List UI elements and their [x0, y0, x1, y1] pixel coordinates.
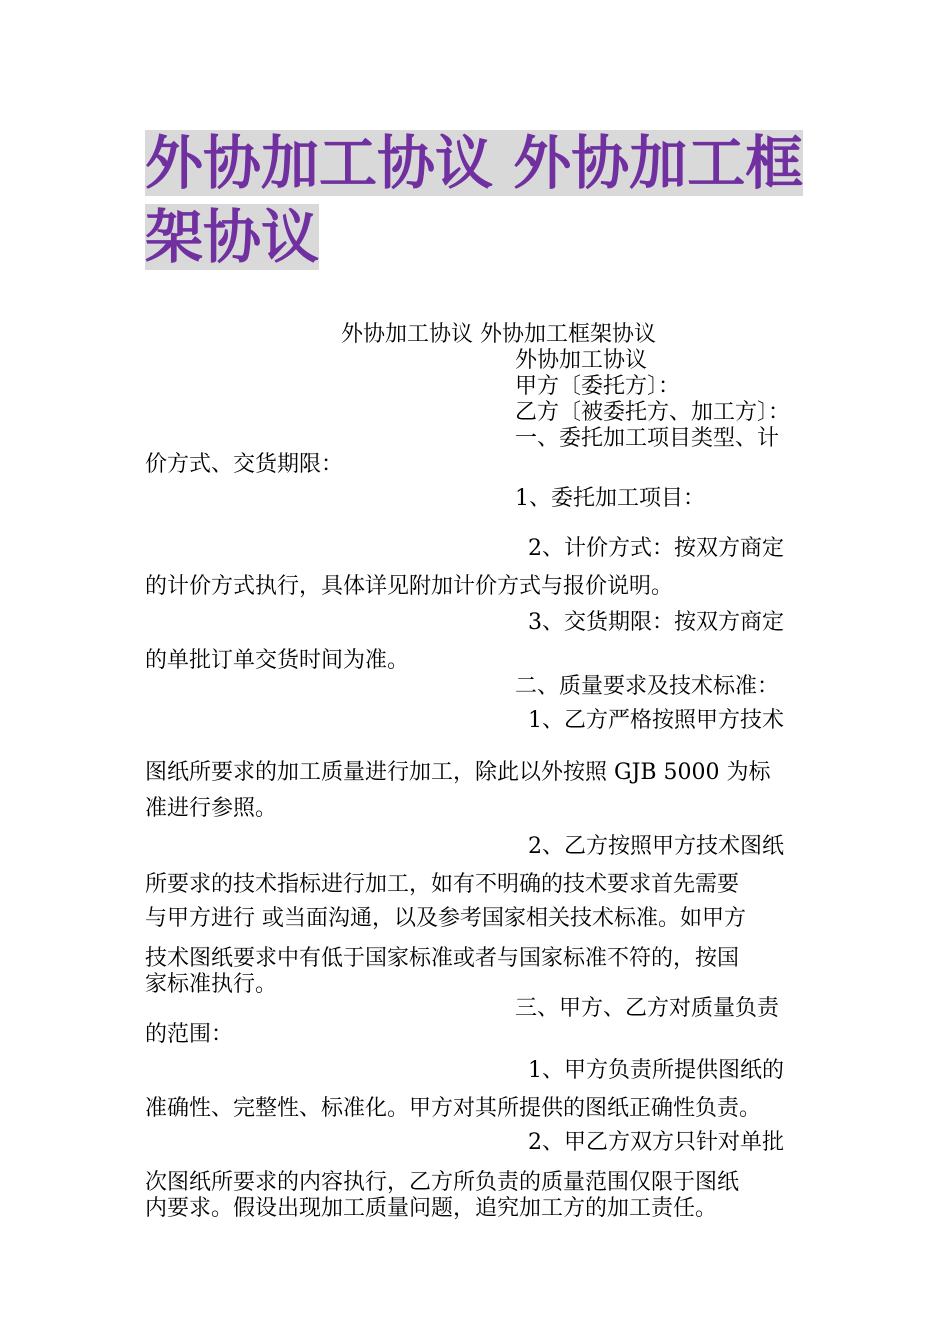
- section-3-heading-cont: 的范围：: [145, 1022, 234, 1047]
- party-a-label: 甲方〔委托方〕：: [515, 374, 681, 399]
- section-2-heading: 二、质量要求及技术标准：: [515, 674, 780, 699]
- clause-3-2: 2、甲乙方双方只针对单批: [528, 1130, 784, 1155]
- agreement-heading: 外协加工协议: [515, 348, 648, 373]
- clause-1-3: 3、交货期限：按双方商定: [528, 610, 784, 635]
- document-title-line-2: 架协议: [145, 203, 320, 271]
- document-title-line-1: 外协加工协议 外协加工框: [145, 129, 804, 197]
- clause-2-2-cont-4: 家标准执行。: [145, 972, 278, 997]
- clause-1-2: 2、计价方式：按双方商定: [528, 536, 784, 561]
- clause-3-2-cont-2: 内要求。假设出现加工质量问题，追究加工方的加工责任。: [145, 1196, 718, 1221]
- clause-3-1-cont: 准确性、完整性、标准化。甲方对其所提供的图纸正确性负责。: [145, 1096, 762, 1121]
- subtitle: 外协加工协议 外协加工框架协议: [341, 322, 656, 347]
- section-1-heading-cont: 价方式、交货期限：: [145, 452, 344, 477]
- clause-2-1-cont: 图纸所要求的加工质量进行加工，除此以外按照 GJB 5000 为标: [145, 760, 771, 785]
- clause-2-2-cont: 所要求的技术指标进行加工，如有不明确的技术要求首先需要: [145, 872, 740, 897]
- section-1-heading: 一、委托加工项目类型、计: [515, 426, 780, 451]
- party-b-label: 乙方〔被委托方、加工方〕：: [515, 400, 791, 425]
- clause-2-2-cont-2: 与甲方进行 或当面沟通，以及参考国家相关技术标准。如甲方: [145, 906, 746, 931]
- clause-2-1: 1、乙方严格按照甲方技术: [528, 708, 784, 733]
- clause-2-2-cont-3: 技术图纸要求中有低于国家标准或者与国家标准不符的，按国: [145, 946, 740, 971]
- clause-1-2-cont: 的计价方式执行，具体详见附加计价方式与报价说明。: [145, 574, 674, 599]
- clause-1-3-cont: 的单批订单交货时间为准。: [145, 648, 410, 673]
- clause-1-1: 1、委托加工项目：: [515, 486, 705, 511]
- clause-2-2: 2、乙方按照甲方技术图纸: [528, 834, 784, 859]
- clause-3-1: 1、甲方负责所提供图纸的: [528, 1058, 784, 1083]
- section-3-heading: 三、甲方、乙方对质量负责: [515, 996, 780, 1021]
- clause-3-2-cont: 次图纸所要求的内容执行，乙方所负责的质量范围仅限于图纸: [145, 1170, 740, 1195]
- clause-2-1-cont-2: 准进行参照。: [145, 796, 278, 821]
